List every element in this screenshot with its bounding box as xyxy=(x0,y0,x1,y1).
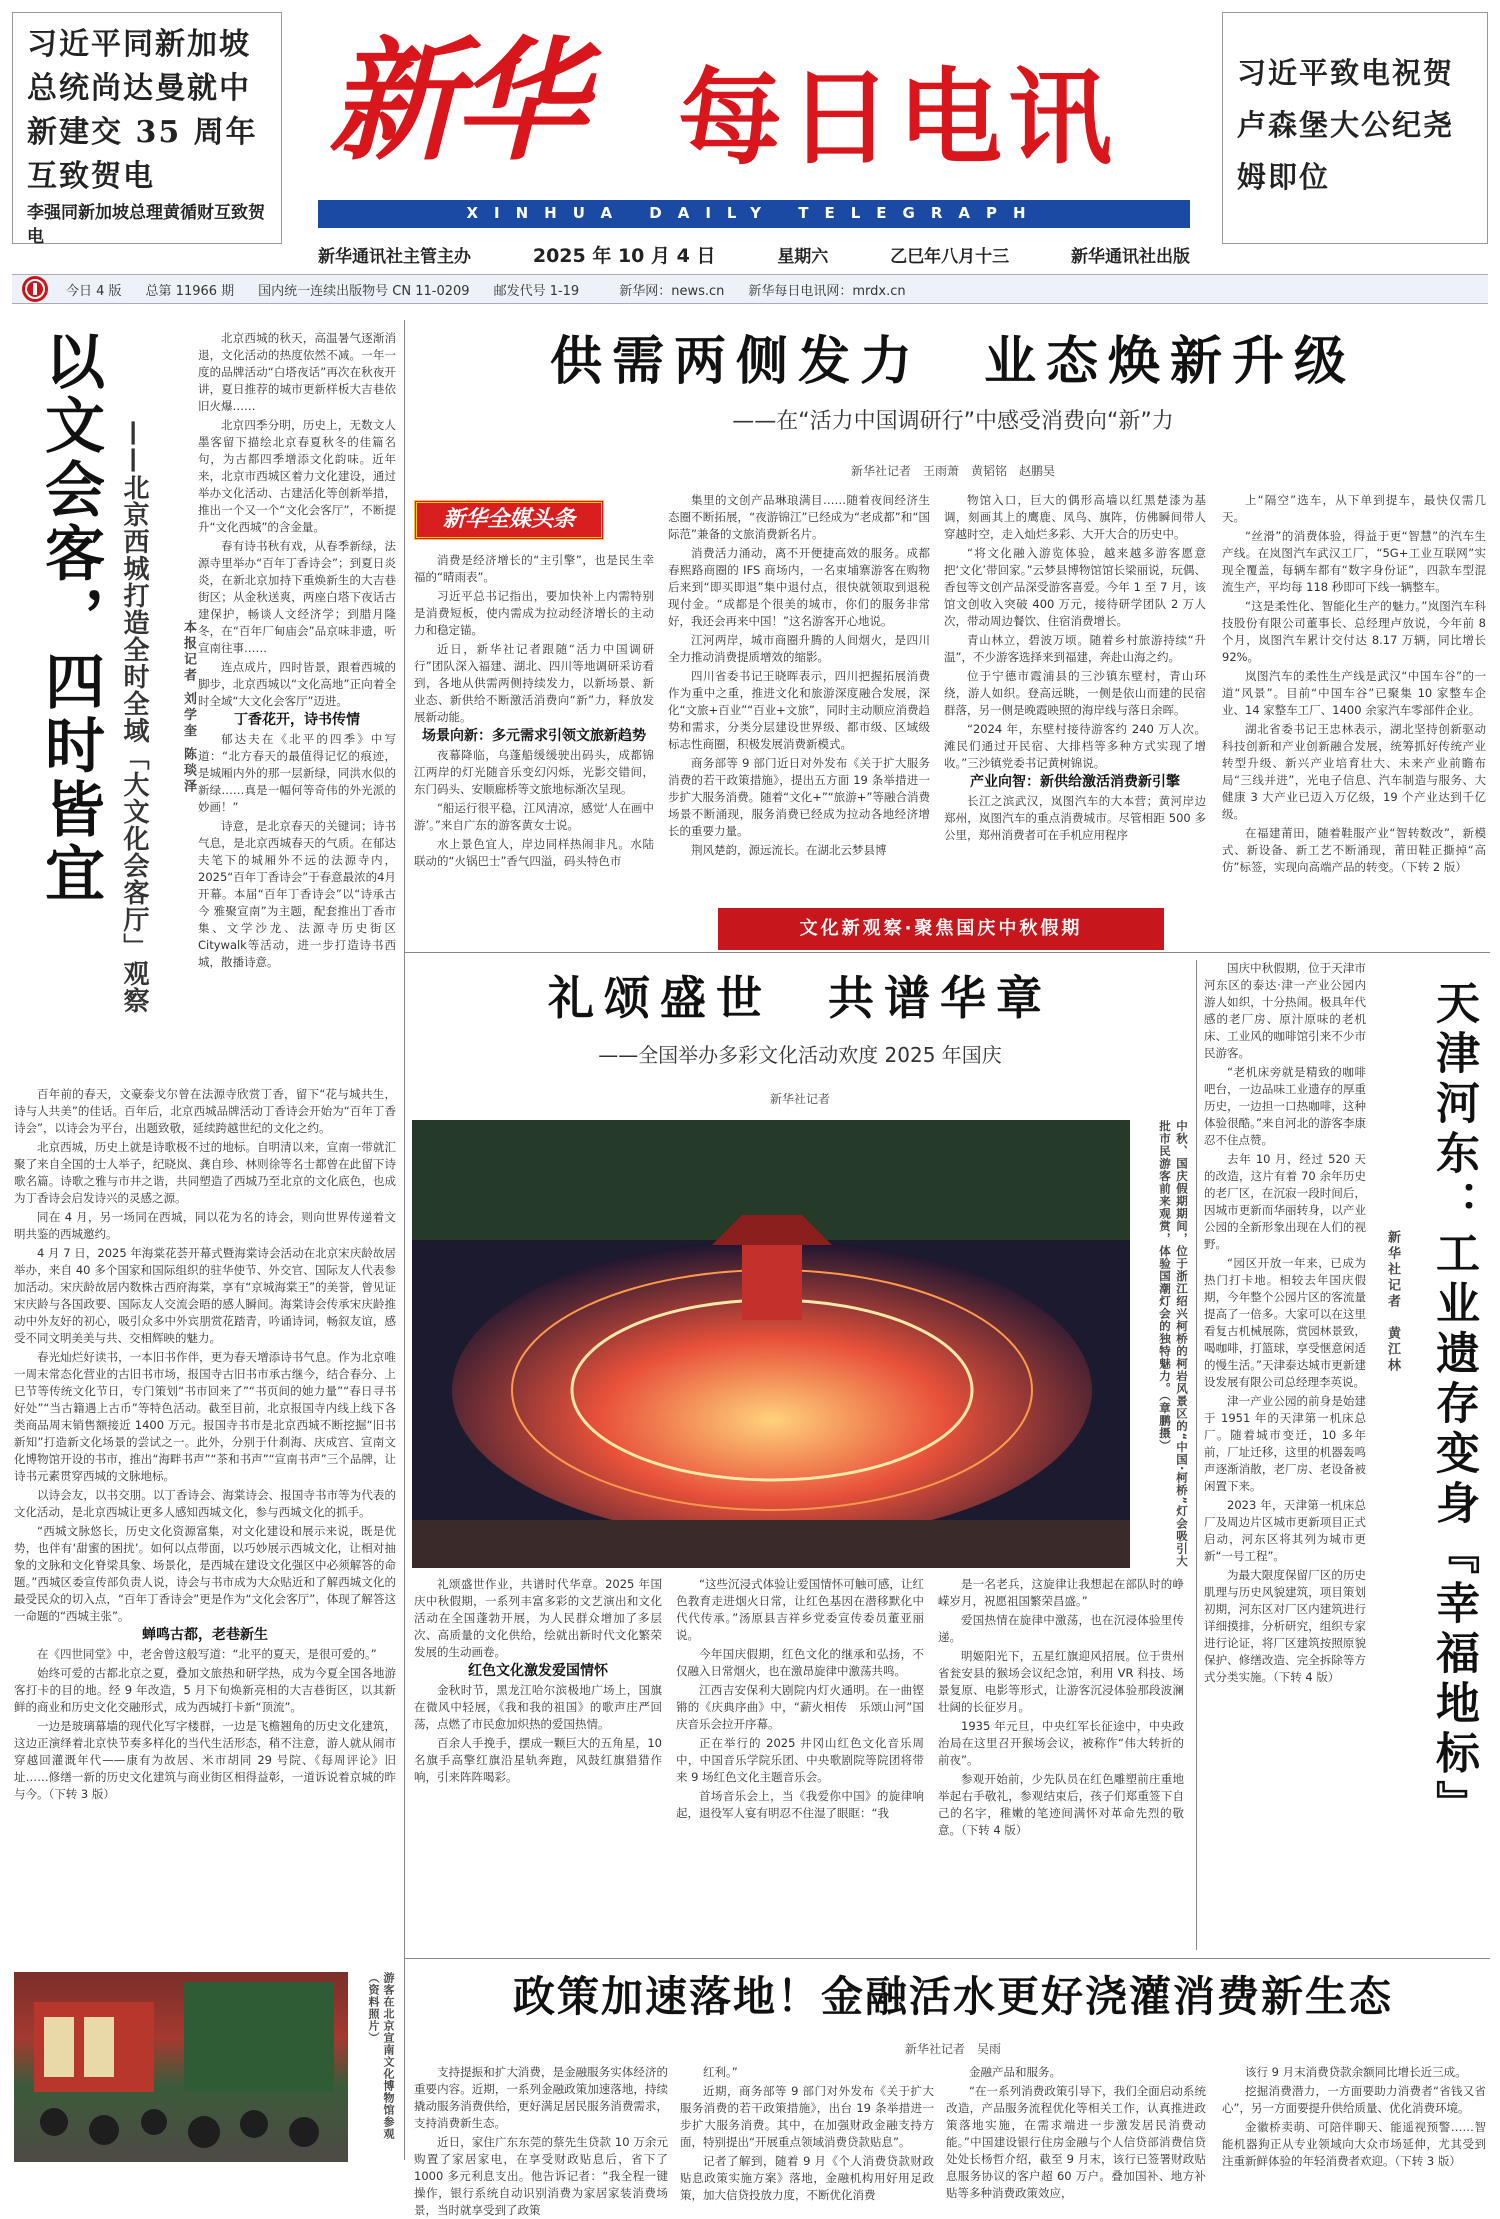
center-article-title: 礼颂盛世 共谱华章 xyxy=(548,971,1052,1025)
top-article-col2 xyxy=(668,492,930,900)
paragraph: 消费活力涌动，离不开便捷高效的服务。成都春熙路商圈的 IFS 商场内，一名束埔寨游客在购物后来到“即买即退”集中退付点，很快就领取到退税现付金。“成都是个很美的城市，你们的服务非常好，我还会再来中国！”这名游客开心地说。 xyxy=(668,546,930,628)
logo-calligraphy: 新华 xyxy=(328,24,580,179)
masthead-dateline xyxy=(318,240,1190,268)
paragraph: 夜幕降临，乌蓬船缓缓驶出码头，成都锦江两岸的灯光随音乐变幻闪烁，光影交错间，东门码头、安顺廊桥等文旅地标渐次呈现。 xyxy=(414,748,654,796)
paragraph: 礼颂盛世作业，共谱时代华章。2025 年国庆中秋假期，一系列丰富多彩的文艺演出和文化活动在全国蓬勃开展，为人民群众增加了多层次、高质量的文化供给，绘就出新时代文化繁荣发展的生动画卷。 xyxy=(414,1577,662,1659)
paragraph: 北京西城，历史上就是诗歌极不过的地标。自明清以来，宣南一带就汇聚了来自全国的士人举子，纪晓岚、龚自珍、林则徐等名士都曾在此留下诗歌名篇。诗歌之雅与市井之谐，共同塑造了西城乃至北京的文化底色，也成为丁香诗会启发诗兴的灵感之源。 xyxy=(14,1140,396,1205)
center-article-subtitle: ——全国举办多彩文化活动欢度 2025 年国庆 xyxy=(598,1043,1002,1067)
right-article-title: 天津河东：工业遗存变身『幸福地标』 xyxy=(1428,980,1479,1830)
bottom-article-col1 xyxy=(414,2064,668,2217)
paragraph: 荆风楚韵，源远流长。在湖北云梦县博 xyxy=(691,843,887,857)
paragraph: 挖掘消费潜力，一方面要助力消费者“省钱又省心”，另一方面要提升供给质量、优化消费环境。 xyxy=(1222,2084,1486,2115)
paragraph: 一边是玻璃幕墙的现代化写字楼群，一边是飞檐翘角的历史文化建筑，这边正演绎着北京快节奏多样化的当代生活形态，稍不注意，游人就从闹市穿越回灌溉年代——康有为故居、米市胡同 29 号院、《每周评论》旧址……修缮一新的历史文化建筑与商业街区相得益彰，一道诉说着京城的昨与今。（下转 3 版） xyxy=(14,1719,396,1801)
info-bar xyxy=(12,274,1488,304)
paragraph: 百余人手挽手，摆成一颗巨大的五角星，10 名旗手高擎红旗沿星轨奔跑，风鼓红旗猎猎作响，引来阵阵喝彩。 xyxy=(414,1736,662,1784)
paragraph: 在《四世同堂》中，老舍曾这般写道：“北平的夏天，是很可爱的。” xyxy=(37,1647,377,1661)
lantern-festival-photo xyxy=(412,1120,1130,1568)
paragraph: “这是柔性化、智能化生产的魅力。”岚图汽车科技股份有限公司董事长、总经理卢放说，今年前 8 个月，岚图汽车累计交付达 8.17 万辆，同比增长 92%。 xyxy=(1222,599,1486,664)
teaser-left-title: 习近平同新加坡总统尚达曼就中新建交 35 周年互致贺电 xyxy=(27,27,258,194)
paragraph: 位于宁德市霞浦县的三沙镇东壁村，青山环绕，游人如织。登高远眺，一侧是依山而建的民宿群落，另一侧是晚霞映照的海岸线与落日余晖。 xyxy=(944,669,1206,717)
left-article-col-top xyxy=(198,330,396,1110)
paragraph: 今年国庆假期，红色文化的继承和弘扬，不仅融入日常烟火，也在激昂旋律中激荡共鸣。 xyxy=(676,1647,924,1678)
paragraph: 津一产业公园的前身是始建于 1951 年的天津第一机床总厂。随着城市变迁，10 多年前，厂址迁移，这里的机器轰鸣声逐渐消散，老厂房、老设备被闲置下来。 xyxy=(1204,1394,1366,1493)
right-article-byline: 新华社记者 黄江林 xyxy=(1385,1230,1400,1374)
paragraph: 消费是经济增长的“主引擎”，也是民生幸福的“晴雨表”。 xyxy=(414,553,654,584)
subheading: 场景向新：多元需求引领文旅新趋势 xyxy=(422,728,646,744)
left-photo-caption: 游客在北京宣南文化博物馆参观（资料照片） xyxy=(367,1972,395,2140)
logo-english: XINHUA DAILY TELEGRAPH xyxy=(318,200,1190,228)
center-article-col3 xyxy=(938,1576,1184,1946)
paragraph: “在一系列消费政策引导下，我们全面启动系统改造，产品服务流程优化等相关工作，认真推进政策落地实施，在需求端进一步激发居民消费动能。”中国建设银行住房金融与个人信贷部消费信贷处处长杨哲介绍，截至 9 月末，该行已签署财政贴息服务协议的客户超 60 万户。叠加国补、地方补贴等多种消费政策效应， xyxy=(946,2084,1206,2200)
paragraph: 春有诗书秋有戏，从春季新绿，法源寺里举办“百年丁香诗会”；到夏日炎炎，在新北京加持下重焕新生的大吉巷街区；从金秋送爽，两座白塔下夜话古建保护，畅谈人文经济学；到腊月隆冬，在“百年厂甸庙会”品京味非遗，听宣南往事…… xyxy=(198,539,396,655)
paragraph: 连点成片，四时皆景，跟着西城的脚步，北京西城以“文化高地”正向着全时全域“大文化会客厅”迈进。 xyxy=(198,660,396,708)
paragraph: 百年前的春天，文豪泰戈尔曾在法源寺欣赏丁香，留下“花与城共生，诗与人共美”的佳话。百年后，北京西城品牌活动丁香诗会开始为“百年丁香诗会”，以诗会为平台，出题致敬，延续跨越世纪的文化之约。 xyxy=(14,1087,396,1135)
weekday: 星期六 xyxy=(777,246,829,267)
top-article-col1 xyxy=(414,552,654,912)
divider xyxy=(404,1958,1490,1959)
left-article-byline: 本报记者 刘学奎 陈琰泽 xyxy=(181,620,196,796)
left-article-photo xyxy=(14,1972,348,2162)
paragraph: 北京西城的秋天，高温暑气逐渐消退，文化活动的热度依然不减。一年一度的品牌活动“白塔夜话”再次在秋夜开讲，夏日推荐的城市更新样板大吉巷依旧火爆…… xyxy=(198,331,396,413)
center-article-col2 xyxy=(676,1576,924,1946)
paragraph: 商务部等 9 部门近日对外发布《关于扩大服务消费的若干政策措施》，提出五方面 19 条举措进一步扩大服务消费。随着“文化+”“旅游+”等融合消费场景不断涌现，服务消费已经成为拉动各地经济增长的重要力量。 xyxy=(668,756,930,838)
paragraph: 长江之滨武汉，岚图汽车的大本营；黄河岸边郑州，岚图汽车的重点消费城市。尽管相距 500 多公里，郑州消费者可在手机应用程序 xyxy=(944,794,1206,842)
paragraph: 该行 9 月末消费贷款余额同比增长近三成。 xyxy=(1245,2065,1467,2079)
top-article-title: 供需两侧发力 业态焕新升级 xyxy=(549,331,1356,392)
paragraph: “老机床旁就是精致的咖啡吧台，一边品味工业遗存的厚重历史，一边担一口热咖啡，这种体验很酷。”来自河北的游客李康忍不住点赞。 xyxy=(1204,1065,1366,1147)
issue-date: 2025 年 10 月 4 日 xyxy=(532,244,716,267)
paragraph: 金融产品和服务。 xyxy=(969,2065,1061,2079)
paragraph: 记者了解到，随着 9 月《个人消费贷款财政贴息政策实施方案》落地，金融机构用好用足政策，加大信贷投放力度，不断优化消费 xyxy=(680,2154,934,2202)
subheading: 丁香花开，诗书传情 xyxy=(234,712,360,728)
publisher-left: 新华通讯社主管主办 xyxy=(318,246,471,267)
paragraph: 近日，家住广东东莞的蔡先生贷款 10 万余元购置了家居家电，在享受财政贴息后，省下了 1000 多元利息支出。他告诉记者：“我全程一键操作，银行系统自动识别消费为家居家装消费场景，当时就享受到了政策 xyxy=(414,2135,668,2217)
left-article-col-wide xyxy=(14,1086,396,1954)
paragraph: 江西吉安保利大剧院内灯火通明。在一曲铿锵的《庆典序曲》中，“薪火相传 乐颂山河”国庆音乐会拉开序幕。 xyxy=(676,1683,924,1731)
bottom-article-col4 xyxy=(1222,2064,1486,2168)
top-article-subtitle: ——在“活力中国调研行”中感受消费向“新”力 xyxy=(732,409,1174,434)
paragraph: 四川省委书记王晓晖表示，四川把握拓展消费作为重中之重，推进文化和旅游深度融合发展，深化“文旅+百业”“百业+文旅”，同时主动顺应消费趋势和需求，分类分层建设世界级、都市级、区域级标志性商圈，积极发展消费新模式。 xyxy=(668,669,930,751)
paragraph: 江河两岸，城市商圈升腾的人间烟火，是四川全力推动消费提质增效的缩影。 xyxy=(668,633,930,664)
left-article-title: 以文会客，四时皆宜 xyxy=(35,330,105,906)
paragraph: 近期，商务部等 9 部门对外发布《关于扩大服务消费的若干政策措施》，出台 19 条举措进一步扩大服务消费。其中，在加强财政金融支持方面，特别提出“开展重点领域消费贷款贴息”。 xyxy=(680,2084,934,2149)
paragraph: “将文化融入游览体验，越来越多游客愿意把‘文化’带回家。”云梦县博物馆馆长梁丽说，玩偶、香包等文创产品深受游客喜爱。今年 1 至 7 月，该馆文创收入突破 400 万元，接待研学团队 2 万人次，带动周边餐饮、住宿消费增长。 xyxy=(944,546,1206,628)
paragraph: 是一名老兵，这旋律让我想起在部队时的峥嵘岁月，祝愿祖国繁荣昌盛。” xyxy=(938,1577,1184,1608)
teaser-right-title: 习近平致电祝贺卢森堡大公纪尧姆即位 xyxy=(1237,56,1455,194)
paragraph: 金徽桥卖萌、可陪伴聊天、能遥视预警……智能机器狗正从专业领域向大众市场延伸，尤其受到注重新鲜体验的年轻消费者欢迎。（下转 3 版） xyxy=(1222,2120,1486,2168)
logo-title: 每日电讯 xyxy=(678,56,1119,179)
paragraph: 北京四季分明，历史上，无数文人墨客留下描绘北京春夏秋冬的佳篇名句，为古都四季增添文化韵味。近年来，北京市西城区着力文化建设，通过举办文化活动、古建活化等创新举措，推出一个又一个“文化会客厅”，不断提升“文化西城”的含金量。 xyxy=(198,418,396,534)
paragraph: “2024 年，东壁村接待游客约 240 万人次。滩民们通过开民宿、大排档等多种方式实现了增收。”三沙镇党委书记黄树锦说。 xyxy=(944,722,1206,770)
divider xyxy=(404,952,1490,953)
masthead-logo xyxy=(318,14,1190,234)
cn-number: 国内统一连续出版物号 CN 11-0209 xyxy=(258,283,470,299)
paragraph: 岚图汽车的柔性生产线是武汉“中国车谷”的一道“风景”。目前“中国车谷”已聚集 10 家整车企业、14 家整车工厂、1400 余家汽车零部件企业。 xyxy=(1222,669,1486,717)
paragraph: “丝滑”的消费体验，得益于更“智慧”的汽车生产线。在岚图汽车武汉工厂，“5G+工业互联网”实现全覆盖，每辆车都有“数字身份证”，四款车型混流生产，平均每 118 秒即可下线一辆整车。 xyxy=(1222,529,1486,594)
center-section-banner xyxy=(718,908,1164,950)
left-article-subtitle: ——北京西城打造全时全域「大文化会客厅」观察 xyxy=(119,420,149,1014)
paragraph: 金秋时节，黑龙江哈尔滨极地广场上，国旗在微风中轻展，《我和我的祖国》的歌声庄严回荡，点燃了市民愈加炽热的爱国热情。 xyxy=(414,1683,662,1731)
badge-label: 新华全媒头条 xyxy=(442,507,575,532)
paragraph: “西城文脉悠长，历史文化资源富集，对文化建设和展示来说，既是优势，也伴有‘甜蜜的困扰’。如何以点带面，以巧妙展示西城文化，让相对抽象的文脉和文化脊梁具象、场景化，是西城在建设文化强区中必须解答的命题。”西城区委宣传部负责人说，诗会与书市成为大众贴近和了解西城文化的最受民众的切入点，“百年丁香诗会”更是作为“文化会客厅”，体现了解答这一命题的“西城主张”。 xyxy=(14,1524,396,1623)
top-article-col4 xyxy=(1222,492,1486,900)
paragraph: 明姬阳光下，五星红旗迎风招展。位于贵州省瓮安县的猴场会议纪念馆，利用 VR 科技、场景复原、电影等形式，让游客沉浸体验那段波澜壮阔的长征岁月。 xyxy=(938,1649,1184,1714)
website-link[interactable]: 新华网：news.cn xyxy=(619,283,725,299)
postal-code: 邮发代号 1-19 xyxy=(493,283,580,299)
divider xyxy=(1196,960,1197,1950)
right-article-col xyxy=(1204,960,1366,1950)
paragraph: 郁达夫在《北平的四季》中写道：“北方春天的最值得记忆的痕迹，是城厢内外的那一层新绿，同洪水似的新绿……真是一幅何等奇伟的外光派的妙画！” xyxy=(198,732,396,814)
teaser-left[interactable] xyxy=(12,12,282,247)
issue-total: 总第 11966 期 xyxy=(145,283,235,299)
paragraph: 以诗会友，以书交朋。以丁香诗会、海棠诗会、报国寺书市等为代表的文化活动，是北京西城让更多人感知西城文化，参与西城文化的抓手。 xyxy=(14,1488,396,1519)
paragraph: 青山林立，碧波万顷。随着乡村旅游持续“升温”，不少游客选择来到福建，奔赴山海之约。 xyxy=(944,633,1206,664)
paragraph: 正在举行的 2025 井冈山红色文化音乐周中，中国音乐学院乐团、中央歌剧院等院团将带来 9 场红色文化主题音乐会。 xyxy=(676,1736,924,1784)
paragraph: 在福建莆田，随着鞋服产业“智转数改”，新模式、新设备、新工艺不断涌现，莆田鞋正撕掉“高仿”标签，实现向高端产品的转变。（下转 2 版） xyxy=(1222,826,1486,874)
paragraph: 春光灿烂好读书，一本旧书作伴，更为春天增添诗书气息。作为北京唯一周末常态化营业的古旧书市场，报国寺古旧书市承古继今，结合春分、上巳节等传统文化节日，专门策划“书市回来了”“书页间的她力量”“春日寻书好处”“当古籍遇上古币”等特色活动。截至目前，北京报国寺内线上线下各类商品周末销售额接近 1400 万元。报国寺书市是北京西城不断挖掘“旧书新知”打造新文化场景的尝试之一。此外，分别于什刹海、庆成宫、宣南文化博物馆开设的书市，推出“海畔书声”“茶和书声”“宣南书声”三个品牌，让诗书元素贯穿西城的文脉地标。 xyxy=(14,1350,396,1483)
paragraph: 首场音乐会上，当《我爱你中国》的旋律响起，退役军人宴有明忍不住湿了眼眶：“我 xyxy=(676,1789,924,1820)
bottom-article-col3 xyxy=(946,2064,1206,2200)
paragraph: “船运行很平稳，江风清凉，感觉‘人在画中游’。”来自广东的游客黄女士说。 xyxy=(414,801,654,832)
publisher-right: 新华通讯社出版 xyxy=(1071,246,1190,267)
paragraph: 湖北省委书记王忠林表示，湖北坚持创新驱动科技创新和产业创新融合发展，统筹抓好传统产业转型升级、新兴产业培育壮大、未来产业前瞻布局“三线并进”，光电子信息、汽车制造与服务、大健康 3 大产业已迈入万亿级，19 个产业达到千亿级。 xyxy=(1222,722,1486,821)
bottom-article-byline: 新华社记者 吴雨 xyxy=(904,2042,1001,2056)
paragraph: 集里的文创产品琳琅满目……随着夜间经济生态圈不断拓展，“夜游锦江”已经成为“老成都”和“国际范”兼备的文旅消费新名片。 xyxy=(668,493,930,541)
paragraph: 支持提振和扩大消费，是金融服务实体经济的重要内容。近期，一系列金融政策加速落地，持续撬动服务消费供给，更好满足居民服务消费需求，支持消费新生态。 xyxy=(414,2065,668,2130)
today-pages: 今日 4 版 xyxy=(66,283,122,299)
bottom-article-col2 xyxy=(680,2064,934,2202)
paragraph: 国庆中秋假期，位于天津市河东区的泰达·津一产业公园内游人如织，十分热闹。极具年代感的老厂房、原汁原味的老机床、工业风的咖啡馆引来不少市民游客。 xyxy=(1204,961,1366,1060)
paragraph: 去年 10 月，经过 520 天的改造，这片有着 70 余年历史的老厂区，在沉寂一段时间后，因城市更新而华丽转身，以产业公园的全新形象出现在人们的视野。 xyxy=(1204,1152,1366,1251)
paragraph: 红利。” xyxy=(703,2065,738,2079)
subheading: 红色文化激发爱国情怀 xyxy=(468,1663,608,1679)
paragraph: 2023 年，天津第一机床总厂及周边片区城市更新项目正式启动，河东区将其列为城市更新“一号工程”。 xyxy=(1204,1498,1366,1563)
divider xyxy=(404,320,405,2160)
top-article-col3 xyxy=(944,492,1206,900)
top-article-byline: 新华社记者 王雨萧 黄韬铭 赵鹏昊 xyxy=(850,464,1055,478)
paragraph: 诗意，是北京春天的关键词；诗书气息，是北京西城春天的气质。在郁达夫笔下的城厢外不远的法源寺内，2025“百年丁香诗会”于春意最浓的4月开幕。本届“百年丁香诗会”以“诗承古今 雅聚宣南”为主题，配套推出丁香市集、文学沙龙、法源寺历史街区Citywalk等活动，进一步打造诗书西城，散播诗意。 xyxy=(198,819,396,969)
paragraph: 上“隔空”选车，从下单到提车，最快仅需几天。 xyxy=(1222,493,1486,524)
subheading: 蝉鸣古都，老巷新生 xyxy=(142,1627,268,1643)
center-article-col1 xyxy=(414,1576,662,1946)
bottom-article-title: 政策加速落地！金融活水更好浇灌消费新生态 xyxy=(512,1972,1393,2021)
lunar-date: 乙巳年八月十三 xyxy=(890,246,1010,267)
paragraph: 始终可爱的古都北京之夏，叠加文旅热和研学热，成为今夏全国各地游客打卡的目的地。经 9 年改造，5 月下旬焕新亮相的大吉巷街区，以其新鲜的商业和历史文化交融形式，成为西城打卡新“顶流”。 xyxy=(14,1666,396,1714)
paragraph: “这些沉浸式体验让爱国情怀可触可感，让红色教育走进烟火日常，让红色基因在潜移默化中代代传承。”汤原县吉祥乡党委宣传委员董亚丽说。 xyxy=(676,1577,924,1642)
paragraph: 爱国热情在旋律中激荡，也在沉浸体验里传递。 xyxy=(938,1613,1184,1644)
teaser-left-subtitle: 李强同新加坡总理黄循财互致贺电 xyxy=(27,203,265,247)
xinhua-emblem-icon xyxy=(22,276,48,302)
paragraph: 参观开始前，少先队员在红色雕塑前庄重地举起右手敬礼，参观结束后，孩子们郑重签下自己的名字，稚嫩的笔迹间满怀对革命先烈的敬意。（下转 4 版） xyxy=(938,1772,1184,1837)
paragraph: 4 月 7 日，2025 年海棠花荟开幕式暨海棠诗会活动在北京宋庆龄故居举办，来自 40 多个国家和国际组织的驻华使节、外交官、国际友人代表参加活动。宋庆龄故居内数株古西府海棠，享有“京城海棠王”的美誉，曾见证宋庆龄与各国政要、国际友人交流会晤的感人瞬间。海棠诗会传承宋庆龄推动中外友好的初心，吸引众多中外宾朋赏花踏青，吟诵诗词，畅叙友谊，感受不同文明美美与共、交相辉映的魅力。 xyxy=(14,1246,396,1345)
paragraph: 水上景色宜人，岸边同样热闹非凡。水陆联动的“火锅巴士”香气四溢，码头特色市 xyxy=(414,837,654,868)
xinhua-media-badge[interactable] xyxy=(414,500,604,540)
paragraph: 为最大限度保留厂区的历史肌理与历史风貌建筑，项目策划初期，河东区对厂区内建筑进行详细摸排，分析研究，组织专家进行论证，将厂区建筑按照原貌保护、修缮改造、完全拆除等方式分类实施。（下转 4 版） xyxy=(1204,1568,1366,1684)
paragraph: 同在 4 月，另一场同在西城，同以花为名的诗会，则向世界传递着文明共鉴的西城邀约。 xyxy=(14,1210,396,1241)
center-article-byline: 新华社记者 xyxy=(769,1092,830,1106)
subheading: 产业向智：新供给激活消费新引擎 xyxy=(970,774,1180,790)
paragraph: 物馆入口，巨大的偶形高墙以红黑楚漆为基调，刻画其上的鹰鹿、凤鸟、旗阵，仿佛瞬间带人穿越时空，走入灿烂多彩、大开大合的历史中。 xyxy=(944,493,1206,541)
banner-label: 文化新观察·聚焦国庆中秋假期 xyxy=(799,918,1083,939)
paragraph: 习近平总书记指出，要加快补上内需特别是消费短板，使内需成为拉动经济增长的主动力和稳定锚。 xyxy=(414,589,654,637)
paragraph: “园区开放一年来，已成为热门打卡地。相较去年国庆假期，今年整个公园片区的客流量提高了一倍多。大家可以在这里看复古机械展陈，赏园林景致，喝咖啡，打篮球，享受惬意闲适的慢生活。”天津泰达城市更新建设发展有限公司总经理李英说。 xyxy=(1204,1256,1366,1389)
teaser-right[interactable] xyxy=(1222,12,1488,244)
paragraph: 1935 年元旦，中央红军长征途中，中央政治局在这里召开猴场会议，被称作“伟大转折的前夜”。 xyxy=(938,1719,1184,1767)
lantern-photo-caption: 中秋、国庆假期期间，位于浙江绍兴柯桥的柯岩风景区的“中国·柯桥”灯会吸引大批市民游客前来观赏，体验国潮灯会的独特魅力。（章鹏摄） xyxy=(1158,1120,1189,1568)
paragraph: 近日，新华社记者跟随“活力中国调研行”团队深入福建、湖北、四川等地调研采访看到，各地从供需两侧持续发力，以新场景、新业态、新供给不断激活消费向“新”力，释放发展新动能。 xyxy=(414,642,654,724)
telegraph-site-link[interactable]: 新华每日电讯网：mrdx.cn xyxy=(748,283,906,299)
